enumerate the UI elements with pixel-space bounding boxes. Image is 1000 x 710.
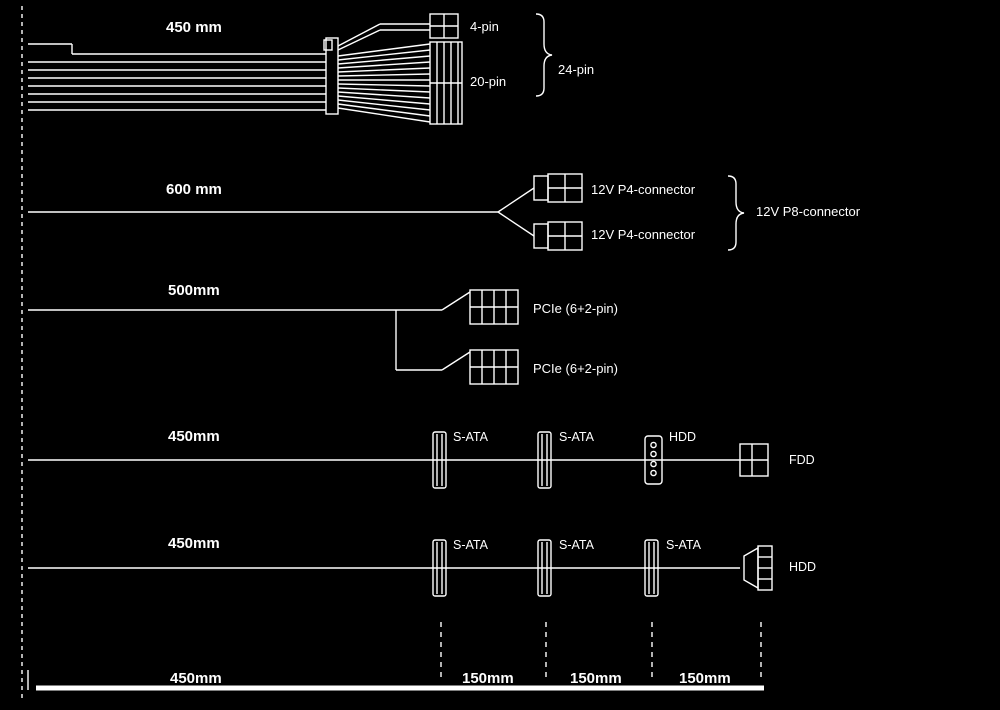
label-sata-4: S-ATA <box>559 538 594 552</box>
label-sata-2: S-ATA <box>559 430 594 444</box>
label-20pin: 20-pin <box>470 74 507 89</box>
label-sata-5: S-ATA <box>666 538 701 552</box>
label-brace-p8: 12V P8-connector <box>756 204 861 219</box>
label-brace-24pin: 24-pin <box>558 62 595 77</box>
label-4pin: 4-pin <box>470 19 499 34</box>
label-pcie-lower: PCIe (6+2-pin) <box>533 361 618 376</box>
label-hdd-2: HDD <box>789 560 817 574</box>
connector-hdd-2 <box>744 548 758 588</box>
connector-p4-upper-shell <box>534 176 548 200</box>
cable-length-pcie: 500mm <box>168 282 220 299</box>
label-p4-lower: 12V P4-connector <box>591 227 696 242</box>
label-p4-upper: 12V P4-connector <box>591 182 696 197</box>
cable-length-cpu: 600 mm <box>166 181 222 198</box>
connector-p4-lower-shell <box>534 224 548 248</box>
label-sata-3: S-ATA <box>453 538 488 552</box>
scale-segment-4: 150mm <box>679 670 731 687</box>
label-hdd-1: HDD <box>669 430 697 444</box>
label-fdd-1: FDD <box>789 453 815 467</box>
label-pcie-upper: PCIe (6+2-pin) <box>533 301 618 316</box>
brace-24pin <box>536 14 552 96</box>
cable-length-atx: 450 mm <box>166 19 222 36</box>
scale-segment-3: 150mm <box>570 670 622 687</box>
scale-segment-1: 450mm <box>170 670 222 687</box>
cable-clip <box>324 40 332 50</box>
cable-length-sata-fdd: 450mm <box>168 428 220 445</box>
scale-segment-2: 150mm <box>462 670 514 687</box>
label-sata-1: S-ATA <box>453 430 488 444</box>
brace-p8 <box>728 176 744 250</box>
cable-length-sata-hdd: 450mm <box>168 535 220 552</box>
